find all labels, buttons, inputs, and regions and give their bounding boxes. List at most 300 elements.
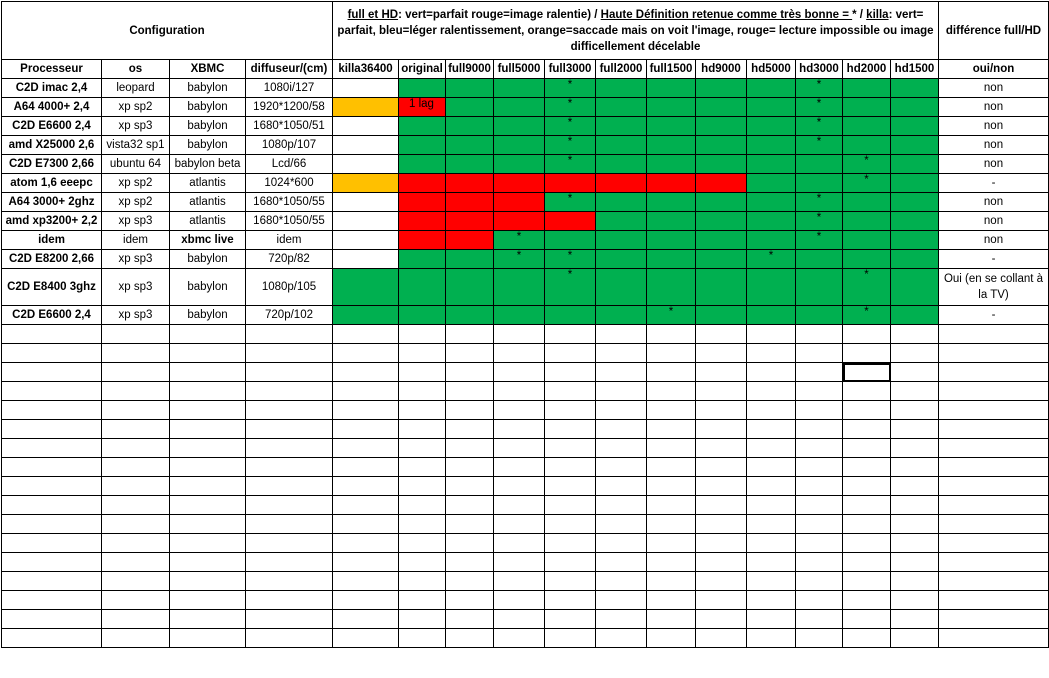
empty-cell[interactable] — [747, 572, 796, 591]
difference-cell[interactable]: non — [939, 193, 1049, 212]
empty-cell[interactable] — [333, 344, 399, 363]
empty-cell[interactable] — [747, 439, 796, 458]
empty-cell[interactable] — [647, 439, 696, 458]
empty-cell[interactable] — [246, 515, 333, 534]
empty-cell[interactable] — [446, 515, 494, 534]
result-cell-full1500[interactable] — [647, 269, 696, 306]
empty-cell[interactable] — [545, 610, 596, 629]
xbmc-cell[interactable]: babylon — [170, 117, 246, 136]
empty-cell[interactable] — [545, 458, 596, 477]
empty-cell[interactable] — [596, 363, 647, 382]
empty-cell[interactable] — [170, 629, 246, 648]
empty-cell[interactable] — [545, 591, 596, 610]
empty-cell[interactable] — [596, 401, 647, 420]
result-cell-hd3000[interactable] — [796, 250, 843, 269]
empty-cell[interactable] — [843, 439, 891, 458]
empty-cell[interactable] — [596, 610, 647, 629]
empty-cell[interactable] — [170, 610, 246, 629]
result-cell-hd5000[interactable] — [747, 212, 796, 231]
empty-cell[interactable] — [170, 458, 246, 477]
empty-cell[interactable] — [170, 344, 246, 363]
result-cell-original[interactable] — [399, 306, 446, 325]
result-cell-full2000[interactable] — [596, 231, 647, 250]
column-header-hd2000[interactable]: hd2000 — [843, 60, 891, 79]
empty-cell[interactable] — [446, 591, 494, 610]
result-cell-hd1500[interactable] — [891, 136, 939, 155]
difference-cell[interactable]: non — [939, 79, 1049, 98]
empty-cell[interactable] — [333, 610, 399, 629]
empty-cell[interactable] — [246, 439, 333, 458]
empty-cell[interactable] — [399, 439, 446, 458]
empty-cell[interactable] — [796, 344, 843, 363]
result-cell-full5000[interactable] — [494, 193, 545, 212]
result-cell-original[interactable] — [399, 269, 446, 306]
empty-cell[interactable] — [2, 325, 102, 344]
empty-cell[interactable] — [2, 572, 102, 591]
empty-cell[interactable] — [647, 382, 696, 401]
empty-cell[interactable] — [170, 401, 246, 420]
result-cell-hd5000[interactable] — [747, 155, 796, 174]
result-cell-original[interactable] — [399, 212, 446, 231]
result-cell-hd9000[interactable] — [696, 79, 747, 98]
empty-cell[interactable] — [647, 420, 696, 439]
xbmc-cell[interactable]: atlantis — [170, 193, 246, 212]
result-cell-hd3000[interactable]: * — [796, 212, 843, 231]
display-cell[interactable]: 720p/82 — [246, 250, 333, 269]
xbmc-cell[interactable]: babylon — [170, 250, 246, 269]
empty-cell[interactable] — [2, 382, 102, 401]
empty-cell[interactable] — [102, 610, 170, 629]
result-cell-hd2000[interactable]: * — [843, 269, 891, 306]
empty-cell[interactable] — [696, 439, 747, 458]
empty-cell[interactable] — [399, 325, 446, 344]
result-cell-full3000[interactable]: * — [545, 250, 596, 269]
result-cell-full2000[interactable] — [596, 250, 647, 269]
empty-cell[interactable] — [446, 363, 494, 382]
result-cell-hd1500[interactable] — [891, 117, 939, 136]
result-cell-hd2000[interactable]: * — [843, 174, 891, 193]
result-cell-full3000[interactable] — [545, 231, 596, 250]
column-header-processeur[interactable]: Processeur — [2, 60, 102, 79]
result-cell-hd3000[interactable]: * — [796, 79, 843, 98]
empty-cell[interactable] — [796, 458, 843, 477]
empty-cell[interactable] — [246, 401, 333, 420]
empty-cell[interactable] — [399, 515, 446, 534]
result-cell-full1500[interactable] — [647, 174, 696, 193]
difference-cell[interactable]: Oui (en se collant à la TV) — [939, 269, 1049, 306]
empty-cell[interactable] — [399, 458, 446, 477]
empty-cell[interactable] — [446, 477, 494, 496]
empty-cell[interactable] — [446, 382, 494, 401]
empty-cell[interactable] — [796, 553, 843, 572]
display-cell[interactable]: 1680*1050/55 — [246, 193, 333, 212]
empty-cell[interactable] — [891, 325, 939, 344]
result-cell-hd5000[interactable] — [747, 193, 796, 212]
empty-cell[interactable] — [796, 496, 843, 515]
xbmc-cell[interactable]: babylon — [170, 136, 246, 155]
result-cell-full2000[interactable] — [596, 193, 647, 212]
empty-cell[interactable] — [696, 515, 747, 534]
result-cell-full2000[interactable] — [596, 212, 647, 231]
empty-cell[interactable] — [647, 458, 696, 477]
empty-cell[interactable] — [939, 629, 1049, 648]
result-cell-killa36400[interactable] — [333, 155, 399, 174]
empty-cell[interactable] — [170, 553, 246, 572]
os-cell[interactable]: xp sp3 — [102, 117, 170, 136]
empty-cell[interactable] — [170, 515, 246, 534]
empty-cell[interactable] — [747, 458, 796, 477]
result-cell-hd3000[interactable]: * — [796, 231, 843, 250]
empty-cell[interactable] — [596, 496, 647, 515]
empty-cell[interactable] — [545, 572, 596, 591]
empty-cell[interactable] — [747, 344, 796, 363]
empty-cell[interactable] — [939, 439, 1049, 458]
result-cell-hd1500[interactable] — [891, 231, 939, 250]
empty-cell[interactable] — [494, 629, 545, 648]
difference-cell[interactable]: non — [939, 136, 1049, 155]
empty-cell[interactable] — [843, 610, 891, 629]
column-header-hd3000[interactable]: hd3000 — [796, 60, 843, 79]
empty-cell[interactable] — [494, 458, 545, 477]
result-cell-full5000[interactable] — [494, 117, 545, 136]
result-cell-full3000[interactable] — [545, 174, 596, 193]
result-cell-hd2000[interactable] — [843, 250, 891, 269]
empty-cell[interactable] — [696, 553, 747, 572]
processor-cell[interactable]: idem — [2, 231, 102, 250]
result-cell-full3000[interactable]: * — [545, 117, 596, 136]
result-cell-full1500[interactable] — [647, 136, 696, 155]
empty-cell[interactable] — [102, 344, 170, 363]
empty-cell[interactable] — [647, 496, 696, 515]
result-cell-full3000[interactable]: * — [545, 193, 596, 212]
difference-cell[interactable]: - — [939, 174, 1049, 193]
difference-cell[interactable]: non — [939, 117, 1049, 136]
empty-cell[interactable] — [170, 420, 246, 439]
empty-cell[interactable] — [891, 534, 939, 553]
empty-cell[interactable] — [399, 610, 446, 629]
result-cell-full2000[interactable] — [596, 174, 647, 193]
xbmc-cell[interactable]: babylon — [170, 98, 246, 117]
empty-cell[interactable] — [796, 363, 843, 382]
result-cell-full1500[interactable] — [647, 231, 696, 250]
empty-cell[interactable] — [891, 591, 939, 610]
empty-cell[interactable] — [939, 496, 1049, 515]
result-cell-full2000[interactable] — [596, 306, 647, 325]
os-cell[interactable]: xp sp3 — [102, 250, 170, 269]
empty-cell[interactable] — [2, 344, 102, 363]
result-cell-hd9000[interactable] — [696, 250, 747, 269]
empty-cell[interactable] — [333, 515, 399, 534]
os-cell[interactable]: ubuntu 64 — [102, 155, 170, 174]
result-cell-hd2000[interactable] — [843, 98, 891, 117]
empty-cell[interactable] — [246, 477, 333, 496]
empty-cell[interactable] — [333, 420, 399, 439]
result-cell-full1500[interactable] — [647, 117, 696, 136]
result-cell-killa36400[interactable] — [333, 306, 399, 325]
result-cell-hd1500[interactable] — [891, 250, 939, 269]
result-cell-killa36400[interactable] — [333, 117, 399, 136]
empty-cell[interactable] — [246, 534, 333, 553]
empty-cell[interactable] — [333, 572, 399, 591]
display-cell[interactable]: 1080i/127 — [246, 79, 333, 98]
empty-cell[interactable] — [446, 610, 494, 629]
empty-cell[interactable] — [939, 382, 1049, 401]
empty-cell[interactable] — [647, 572, 696, 591]
empty-cell[interactable] — [939, 458, 1049, 477]
empty-cell[interactable] — [747, 629, 796, 648]
empty-cell[interactable] — [647, 363, 696, 382]
empty-cell[interactable] — [747, 325, 796, 344]
result-cell-hd5000[interactable] — [747, 136, 796, 155]
result-cell-full5000[interactable] — [494, 306, 545, 325]
result-cell-full5000[interactable] — [494, 98, 545, 117]
result-cell-full1500[interactable] — [647, 155, 696, 174]
empty-cell[interactable] — [246, 344, 333, 363]
empty-cell[interactable] — [596, 382, 647, 401]
empty-cell[interactable] — [399, 572, 446, 591]
difference-cell[interactable]: non — [939, 98, 1049, 117]
empty-cell[interactable] — [891, 439, 939, 458]
empty-cell[interactable] — [494, 610, 545, 629]
result-cell-hd5000[interactable] — [747, 231, 796, 250]
empty-cell[interactable] — [333, 325, 399, 344]
result-cell-hd3000[interactable]: * — [796, 117, 843, 136]
difference-cell[interactable]: - — [939, 306, 1049, 325]
result-cell-full5000[interactable]: * — [494, 250, 545, 269]
result-cell-hd1500[interactable] — [891, 155, 939, 174]
empty-cell[interactable] — [170, 325, 246, 344]
empty-cell[interactable] — [399, 591, 446, 610]
empty-cell[interactable] — [696, 325, 747, 344]
result-cell-full9000[interactable] — [446, 231, 494, 250]
result-cell-full9000[interactable] — [446, 306, 494, 325]
column-header-diffuseur-cm-[interactable]: diffuseur/(cm) — [246, 60, 333, 79]
empty-cell[interactable] — [545, 629, 596, 648]
empty-cell[interactable] — [545, 420, 596, 439]
empty-cell[interactable] — [333, 363, 399, 382]
result-cell-killa36400[interactable] — [333, 79, 399, 98]
empty-cell[interactable] — [446, 458, 494, 477]
result-cell-hd3000[interactable]: * — [796, 136, 843, 155]
result-cell-full5000[interactable] — [494, 136, 545, 155]
empty-cell[interactable] — [843, 420, 891, 439]
result-cell-full3000[interactable]: * — [545, 155, 596, 174]
result-cell-full9000[interactable] — [446, 269, 494, 306]
empty-cell[interactable] — [843, 572, 891, 591]
empty-cell[interactable] — [796, 439, 843, 458]
empty-cell[interactable] — [939, 325, 1049, 344]
empty-cell[interactable] — [696, 382, 747, 401]
empty-cell[interactable] — [333, 534, 399, 553]
empty-cell[interactable] — [494, 420, 545, 439]
empty-cell[interactable] — [2, 610, 102, 629]
empty-cell[interactable] — [102, 420, 170, 439]
empty-cell[interactable] — [647, 477, 696, 496]
empty-cell[interactable] — [102, 629, 170, 648]
result-cell-full2000[interactable] — [596, 136, 647, 155]
result-cell-hd5000[interactable] — [747, 79, 796, 98]
empty-cell[interactable] — [747, 534, 796, 553]
result-cell-full2000[interactable] — [596, 117, 647, 136]
empty-cell[interactable] — [446, 420, 494, 439]
empty-cell[interactable] — [2, 553, 102, 572]
empty-cell[interactable] — [796, 591, 843, 610]
empty-cell[interactable] — [939, 553, 1049, 572]
empty-cell[interactable] — [747, 363, 796, 382]
empty-cell[interactable] — [494, 382, 545, 401]
result-cell-hd3000[interactable] — [796, 155, 843, 174]
result-cell-full3000[interactable] — [545, 212, 596, 231]
result-cell-full9000[interactable] — [446, 136, 494, 155]
result-cell-hd1500[interactable] — [891, 269, 939, 306]
empty-cell[interactable] — [696, 591, 747, 610]
empty-cell[interactable] — [596, 553, 647, 572]
empty-cell[interactable] — [647, 610, 696, 629]
empty-cell[interactable] — [333, 496, 399, 515]
display-cell[interactable]: 1080p/107 — [246, 136, 333, 155]
display-cell[interactable]: 1680*1050/51 — [246, 117, 333, 136]
result-cell-hd1500[interactable] — [891, 174, 939, 193]
empty-cell[interactable] — [545, 401, 596, 420]
empty-cell[interactable] — [545, 553, 596, 572]
xbmc-cell[interactable]: atlantis — [170, 212, 246, 231]
empty-cell[interactable] — [747, 553, 796, 572]
empty-cell[interactable] — [647, 553, 696, 572]
display-cell[interactable]: 1080p/105 — [246, 269, 333, 306]
empty-cell[interactable] — [545, 515, 596, 534]
empty-cell[interactable] — [596, 477, 647, 496]
empty-cell[interactable] — [399, 553, 446, 572]
empty-cell[interactable] — [2, 629, 102, 648]
display-cell[interactable]: 720p/102 — [246, 306, 333, 325]
empty-cell[interactable] — [647, 629, 696, 648]
empty-cell[interactable] — [399, 534, 446, 553]
empty-cell[interactable] — [843, 553, 891, 572]
difference-cell[interactable]: non — [939, 155, 1049, 174]
empty-cell[interactable] — [796, 401, 843, 420]
display-cell[interactable]: 1920*1200/58 — [246, 98, 333, 117]
result-cell-hd2000[interactable]: * — [843, 155, 891, 174]
result-cell-killa36400[interactable] — [333, 212, 399, 231]
empty-cell[interactable] — [2, 439, 102, 458]
empty-cell[interactable] — [545, 382, 596, 401]
result-cell-hd5000[interactable] — [747, 98, 796, 117]
result-cell-full2000[interactable] — [596, 79, 647, 98]
empty-cell[interactable] — [399, 477, 446, 496]
os-cell[interactable]: xp sp2 — [102, 193, 170, 212]
empty-cell[interactable] — [796, 515, 843, 534]
empty-cell[interactable] — [843, 382, 891, 401]
empty-cell[interactable] — [843, 496, 891, 515]
empty-cell[interactable] — [545, 439, 596, 458]
result-cell-original[interactable] — [399, 193, 446, 212]
result-cell-killa36400[interactable] — [333, 193, 399, 212]
empty-cell[interactable] — [647, 591, 696, 610]
result-cell-killa36400[interactable] — [333, 250, 399, 269]
empty-cell[interactable] — [446, 401, 494, 420]
empty-cell[interactable] — [596, 629, 647, 648]
empty-cell[interactable] — [796, 325, 843, 344]
processor-cell[interactable]: C2D E6600 2,4 — [2, 306, 102, 325]
empty-cell[interactable] — [696, 420, 747, 439]
empty-cell[interactable] — [939, 363, 1049, 382]
result-cell-hd5000[interactable] — [747, 117, 796, 136]
empty-cell[interactable] — [170, 477, 246, 496]
empty-cell[interactable] — [939, 477, 1049, 496]
empty-cell[interactable] — [747, 496, 796, 515]
empty-cell[interactable] — [333, 553, 399, 572]
empty-cell[interactable] — [494, 477, 545, 496]
empty-cell[interactable] — [246, 458, 333, 477]
result-cell-hd9000[interactable] — [696, 136, 747, 155]
column-header-full5000[interactable]: full5000 — [494, 60, 545, 79]
empty-cell[interactable] — [333, 439, 399, 458]
empty-cell[interactable] — [891, 382, 939, 401]
column-header-hd9000[interactable]: hd9000 — [696, 60, 747, 79]
column-header-original[interactable]: original — [399, 60, 446, 79]
result-cell-hd3000[interactable] — [796, 269, 843, 306]
empty-cell[interactable] — [747, 610, 796, 629]
difference-cell[interactable]: non — [939, 231, 1049, 250]
difference-cell[interactable]: non — [939, 212, 1049, 231]
empty-cell[interactable] — [747, 401, 796, 420]
empty-cell[interactable] — [494, 591, 545, 610]
result-cell-full3000[interactable]: * — [545, 269, 596, 306]
difference-header[interactable] — [939, 2, 1049, 60]
result-cell-killa36400[interactable] — [333, 231, 399, 250]
empty-cell[interactable] — [843, 344, 891, 363]
empty-cell[interactable] — [843, 629, 891, 648]
empty-cell[interactable] — [333, 477, 399, 496]
os-cell[interactable]: xp sp3 — [102, 269, 170, 306]
empty-cell[interactable] — [446, 534, 494, 553]
result-cell-hd9000[interactable] — [696, 193, 747, 212]
empty-cell[interactable] — [170, 591, 246, 610]
column-header-full2000[interactable]: full2000 — [596, 60, 647, 79]
result-cell-hd2000[interactable] — [843, 79, 891, 98]
column-header-full3000[interactable]: full3000 — [545, 60, 596, 79]
legend-cell[interactable] — [333, 2, 939, 60]
result-cell-full9000[interactable] — [446, 79, 494, 98]
empty-cell[interactable] — [494, 344, 545, 363]
empty-cell[interactable] — [696, 401, 747, 420]
empty-cell[interactable] — [696, 610, 747, 629]
empty-cell[interactable] — [246, 363, 333, 382]
empty-cell[interactable] — [696, 534, 747, 553]
result-cell-hd5000[interactable] — [747, 269, 796, 306]
empty-cell[interactable] — [545, 534, 596, 553]
result-cell-hd2000[interactable] — [843, 136, 891, 155]
empty-cell[interactable] — [696, 629, 747, 648]
result-cell-full9000[interactable] — [446, 98, 494, 117]
empty-cell[interactable] — [939, 420, 1049, 439]
empty-cell[interactable] — [399, 363, 446, 382]
column-header-full9000[interactable]: full9000 — [446, 60, 494, 79]
empty-cell[interactable] — [102, 325, 170, 344]
result-cell-hd9000[interactable] — [696, 269, 747, 306]
empty-cell[interactable] — [939, 591, 1049, 610]
empty-cell[interactable] — [102, 363, 170, 382]
processor-cell[interactable]: amd X25000 2,6 — [2, 136, 102, 155]
empty-cell[interactable] — [891, 363, 939, 382]
result-cell-full9000[interactable] — [446, 174, 494, 193]
result-cell-original[interactable] — [399, 117, 446, 136]
empty-cell[interactable] — [170, 439, 246, 458]
empty-cell[interactable] — [696, 572, 747, 591]
processor-cell[interactable]: atom 1,6 eeepc — [2, 174, 102, 193]
result-cell-original[interactable] — [399, 79, 446, 98]
empty-cell[interactable] — [333, 458, 399, 477]
